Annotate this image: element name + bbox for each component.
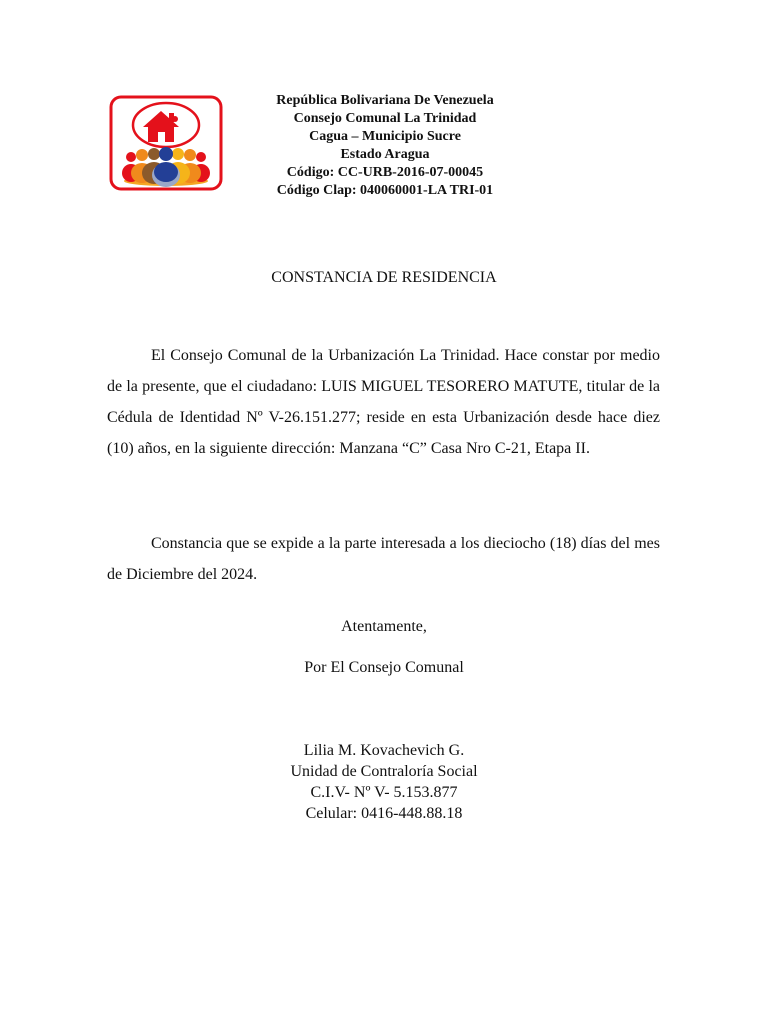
- header-code: Código: CC-URB-2016-07-00045: [286, 165, 484, 180]
- signature-block: [0, 740, 768, 824]
- header-country: República Bolivariana De Venezuela: [276, 93, 494, 108]
- header-state: Estado Aragua: [340, 147, 430, 162]
- header-clap-code: Código Clap: 040060001-LA TRI-01: [276, 183, 494, 198]
- body-paragraph-residence: El Consejo Comunal de la Urbanización La Trinidad. Hace constar por medio de la presente, que el ciudadano: LUIS MIGUEL TESORERO MATUTE, titular de la Cédula de Identidad Nº V-26.151.277; reside en esta Urbanización desde hace diez (10) años, en la siguiente dirección: Manzana “C” Casa Nro C-21, Etapa II.: [107, 347, 660, 457]
- header-council: Consejo Comunal La Trinidad: [293, 111, 477, 126]
- signer-phone: Celular: 0416-448.88.18: [305, 805, 463, 822]
- closing-by-council: Por El Consejo Comunal: [304, 659, 464, 676]
- community-council-logo-icon: [109, 95, 223, 191]
- body-paragraph-issue-date: Constancia que se expide a la parte interesada a los dieciocho (18) días del mes de Diciembre del 2024.: [107, 535, 660, 583]
- document-title: CONSTANCIA DE RESIDENCIA: [271, 269, 497, 286]
- header-municipality: Cagua – Municipio Sucre: [309, 129, 461, 144]
- signer-role: Unidad de Contraloría Social: [290, 763, 478, 780]
- signer-id: C.I.V- Nº V- 5.153.877: [310, 784, 458, 801]
- document-header: [230, 92, 540, 200]
- signer-name: Lilia M. Kovachevich G.: [303, 742, 465, 759]
- closing-salutation: Atentamente,: [341, 618, 427, 635]
